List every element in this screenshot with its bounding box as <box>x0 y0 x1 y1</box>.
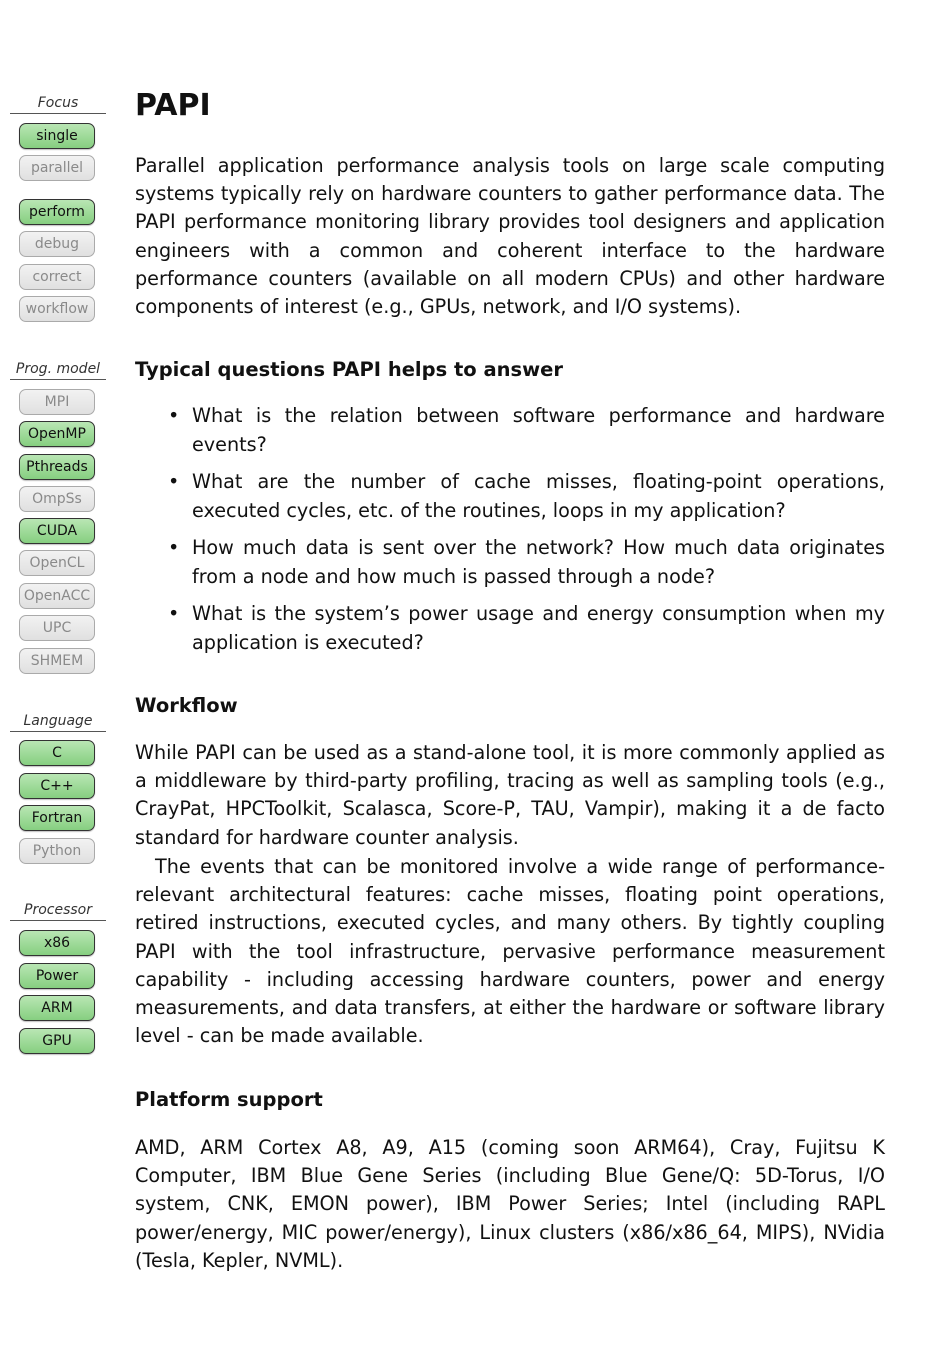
tag-fortran[interactable]: Fortran <box>19 805 95 831</box>
intro-paragraph: Parallel application performance analysis tools on large scale computing systems typically rely on hardware counters to gather performance data. The PAPI performance monitoring library provides tool designers and application engineers with a common and coherent interface to the hardware performance counters (available on all modern CPUs) and other hardware components of interest (e.g., GPUs, network, and I/O systems). <box>135 154 885 319</box>
group-label-focus: Focus <box>10 93 106 114</box>
list-item <box>135 534 885 591</box>
list-item <box>135 402 885 459</box>
tag-gpu[interactable]: GPU <box>19 1028 95 1054</box>
tag-power[interactable]: Power <box>19 963 95 989</box>
questions-list <box>135 402 885 666</box>
tag-python[interactable]: Python <box>19 838 95 864</box>
tag-shmem[interactable]: SHMEM <box>19 648 95 674</box>
tag-x86[interactable]: x86 <box>19 930 95 956</box>
tag-opencl[interactable]: OpenCL <box>19 550 95 576</box>
tag-cpp[interactable]: C++ <box>19 773 95 799</box>
tag-correct[interactable]: correct <box>19 264 95 290</box>
tag-cuda[interactable]: CUDA <box>19 518 95 544</box>
tag-upc[interactable]: UPC <box>19 615 95 641</box>
question-text: How much data is sent over the network? How much data originates from a node and how much is passed through a node? <box>192 536 885 588</box>
list-item <box>135 468 885 525</box>
question-text: What is the system’s power usage and energy consumption when my application is executed? <box>192 602 885 654</box>
tag-debug[interactable]: debug <box>19 231 95 257</box>
workflow-paragraph-1: While PAPI can be used as a stand-alone tool, it is more commonly applied as a middleware by third-party profiling, tracing as well as sampling tools (e.g., CrayPat, HPCToolkit, Scalasca, Score-P, TAU, Vampir), making it a de facto standard for hardware counter analysis. <box>135 741 885 849</box>
workflow-heading: Workflow <box>135 694 238 717</box>
tag-single[interactable]: single <box>19 123 95 149</box>
workflow-paragraph-2-text: The events that can be monitored involve a wide range of performance-relevant architectural features: cache misses, floating point operations, retired instructions, executed cycles, and many others. By tightly coupling PAPI with the tool infrastructure, pervasive performance measurement capability - including accessing hardware counters, power and energy measurements, and data transfers, at either the hardware or software library level - can be made available. <box>135 855 885 1048</box>
tag-pthreads[interactable]: Pthreads <box>19 454 95 480</box>
tag-mpi[interactable]: MPI <box>19 389 95 415</box>
tag-openmp[interactable]: OpenMP <box>19 421 95 447</box>
tag-perform[interactable]: perform <box>19 199 95 225</box>
tag-arm[interactable]: ARM <box>19 995 95 1021</box>
list-item <box>135 600 885 657</box>
platform-paragraph: AMD, ARM Cortex A8, A9, A15 (coming soon ARM64), Cray, Fujitsu K Computer, IBM Blue Gene Series (including Blue Gene/Q: 5D-Torus, I/O system, CNK, EMON power), IBM Power Series; Intel (including RAPL power/energy, MIC power/energy), Linux clusters (x86/x86_64, MIPS), NVidia (Tesla, Kepler, NVML). <box>135 1136 885 1272</box>
tag-openacc[interactable]: OpenACC <box>19 583 95 609</box>
group-label-language: Language <box>10 711 106 732</box>
group-label-prog-model: Prog. model <box>10 359 106 380</box>
bullet-icon: • <box>168 470 180 493</box>
tag-workflow[interactable]: workflow <box>19 296 95 322</box>
question-text: What are the number of cache misses, floating-point operations, executed cycles, etc. of the routines, loops in my application? <box>192 470 885 522</box>
question-text: What is the relation between software performance and hardware events? <box>192 404 885 456</box>
bullet-icon: • <box>168 602 180 625</box>
questions-heading: Typical questions PAPI helps to answer <box>135 358 563 381</box>
tag-c[interactable]: C <box>19 740 95 766</box>
workflow-paragraph-2 <box>135 853 885 1050</box>
page-title: PAPI <box>135 88 211 123</box>
tag-parallel[interactable]: parallel <box>19 155 95 181</box>
tag-ompss[interactable]: OmpSs <box>19 486 95 512</box>
group-label-processor: Processor <box>10 900 106 921</box>
bullet-icon: • <box>168 536 180 559</box>
bullet-icon: • <box>168 404 180 427</box>
platform-heading: Platform support <box>135 1088 323 1111</box>
